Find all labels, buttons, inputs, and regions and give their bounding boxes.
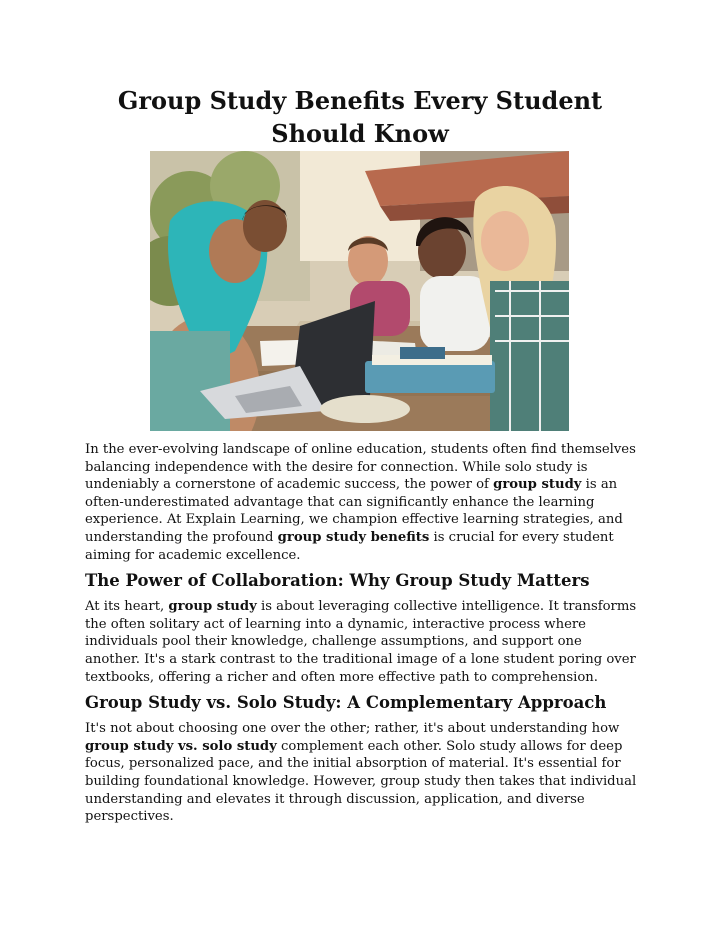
section1-bold-1: group study [168,599,257,615]
photo-illustration [150,151,569,431]
section1-paragraph [85,598,637,686]
section1-heading: The Power of Collaboration: Why Group Study Matters [85,571,590,591]
section2-text-2: complement each other. Solo study allows for deep focus, personalized pace, and the initial absorption of material. It's essential for building foundational knowledge. However, group study then takes that individual understanding and elevates it through discussion, application, and diverse perspectives. [85,738,637,825]
intro-bold-2: group study benefits [277,529,430,545]
article-body [85,441,637,830]
intro-paragraph [85,441,637,564]
page-title: Group Study Benefits Every Student Should Know [117,86,603,148]
section2-heading: Group Study vs. Solo Study: A Complementary Approach [85,693,607,713]
intro-bold-1: group study [493,477,582,493]
section2-bold-1: group study vs. solo study [85,738,277,754]
section1-text-1: At its heart, [85,599,169,615]
intro-text-2: is an often-underestimated advantage that can significantly enhance the learning experience. At Explain Learning, we champion effective learning strategies, and understanding the profound [85,477,623,545]
section2-paragraph [85,720,637,826]
students-group-study-photo [150,151,569,431]
section1-text-2: is about leveraging collective intelligence. It transforms the often solitary act of learning into a dynamic, interactive process where individuals pool their knowledge, challenge assumptions, and support one another. It's a stark contrast to the traditional image of a lone student poring over textbooks, offering a richer and often more effective path to comprehension. [85,599,637,685]
section2-text-1: It's not about choosing one over the other; rather, it's about understanding how [85,721,620,737]
intro-text-3: is crucial for every student aiming for academic excellence. [85,529,614,563]
intro-text-1: In the ever-evolving landscape of online education, students often find themselves balancing independence with the desire for connection. While solo study is undeniably a cornerstone of academic success, the power of [85,442,636,493]
